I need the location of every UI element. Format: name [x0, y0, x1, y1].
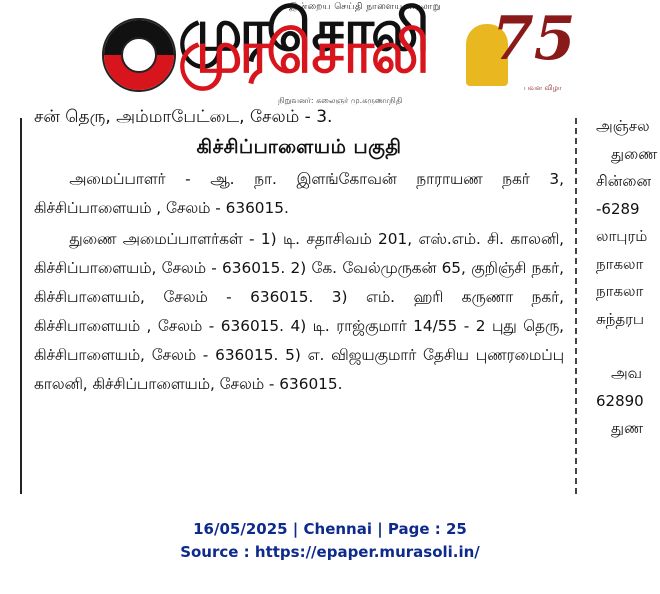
masthead	[0, 0, 660, 118]
founder-line: நிறுவனர்: கலைஞர் மு.கருணாநிதி	[278, 96, 403, 105]
section-heading: கிச்சிப்பாளையம் பகுதி	[196, 136, 402, 158]
fragment-line: நாகலா	[596, 254, 644, 273]
column-rule-right	[575, 118, 577, 494]
fragment-line: நாகலா	[596, 282, 644, 300]
anniversary-number: 75	[492, 4, 576, 74]
fragment-line: சுந்தரப	[596, 309, 645, 328]
fragment-line: அவ	[611, 364, 643, 382]
fragment-line: துண	[611, 419, 644, 437]
party-emblem-icon	[102, 18, 176, 92]
adjacent-column-fragment	[596, 113, 660, 493]
fragment-line: -6289	[596, 199, 640, 218]
footer-source-line: Source : https://epaper.murasoli.in/	[180, 543, 480, 561]
footer-date-line: 16/05/2025 | Chennai | Page : 25	[193, 520, 467, 538]
article-column	[34, 108, 564, 399]
page-footer	[0, 518, 660, 564]
fragment-line: சின்னை	[596, 172, 652, 190]
paragraph-organizer: அமைப்பாளர் - ஆ. நா. இளங்கோவன் நாராயண நகர் 3, கிச்சிப்பாளையம் , சேலம் - 636015.	[34, 170, 564, 217]
newspaper-logo-title: முரசொலி	[178, 18, 427, 86]
masthead-tagline: இன்றைய செய்தி நாளைய வரலாறு	[289, 2, 441, 12]
column-rule-left	[20, 118, 22, 494]
cutoff-text-line: சன் தெரு, அம்மாபேட்டை, சேலம் - 3.	[34, 108, 333, 126]
anniversary-text: பவள விழா	[524, 84, 562, 92]
fragment-line: 62890	[596, 391, 644, 410]
paragraph-deputy-organizers: துணை அமைப்பாளர்கள் - 1) டி. சதாசிவம் 201, எஸ்.எம். சி. காலனி, கிச்சிப்பாளையம், சேலம் - 636015. 2) கே. வேல்முருகன் 65, குறிஞ்சி நகர், கிச்சிபாளையம், சேலம் - 636015. 3) எம். ஹரி கருணா நகர், கிச்சிபாளையம் , சேலம் - 636015. 4) டி. ராஜ்குமார் 14/55 - 2 புது தெரு, கிச்சிபாளையம், சேலம் - 636015. 5) எ. விஜயகுமார் தேசிய புணரமைப்பு காலனி, கிச்சிப்பாளையம், சேலம் - 636015.	[34, 230, 564, 393]
fragment-line: அஞ்சல	[596, 117, 650, 135]
fragment-line: துணை	[611, 144, 658, 163]
fragment-gap	[596, 333, 660, 360]
fragment-line: லாபுரம்	[596, 227, 648, 245]
anniversary-badge	[462, 4, 576, 106]
